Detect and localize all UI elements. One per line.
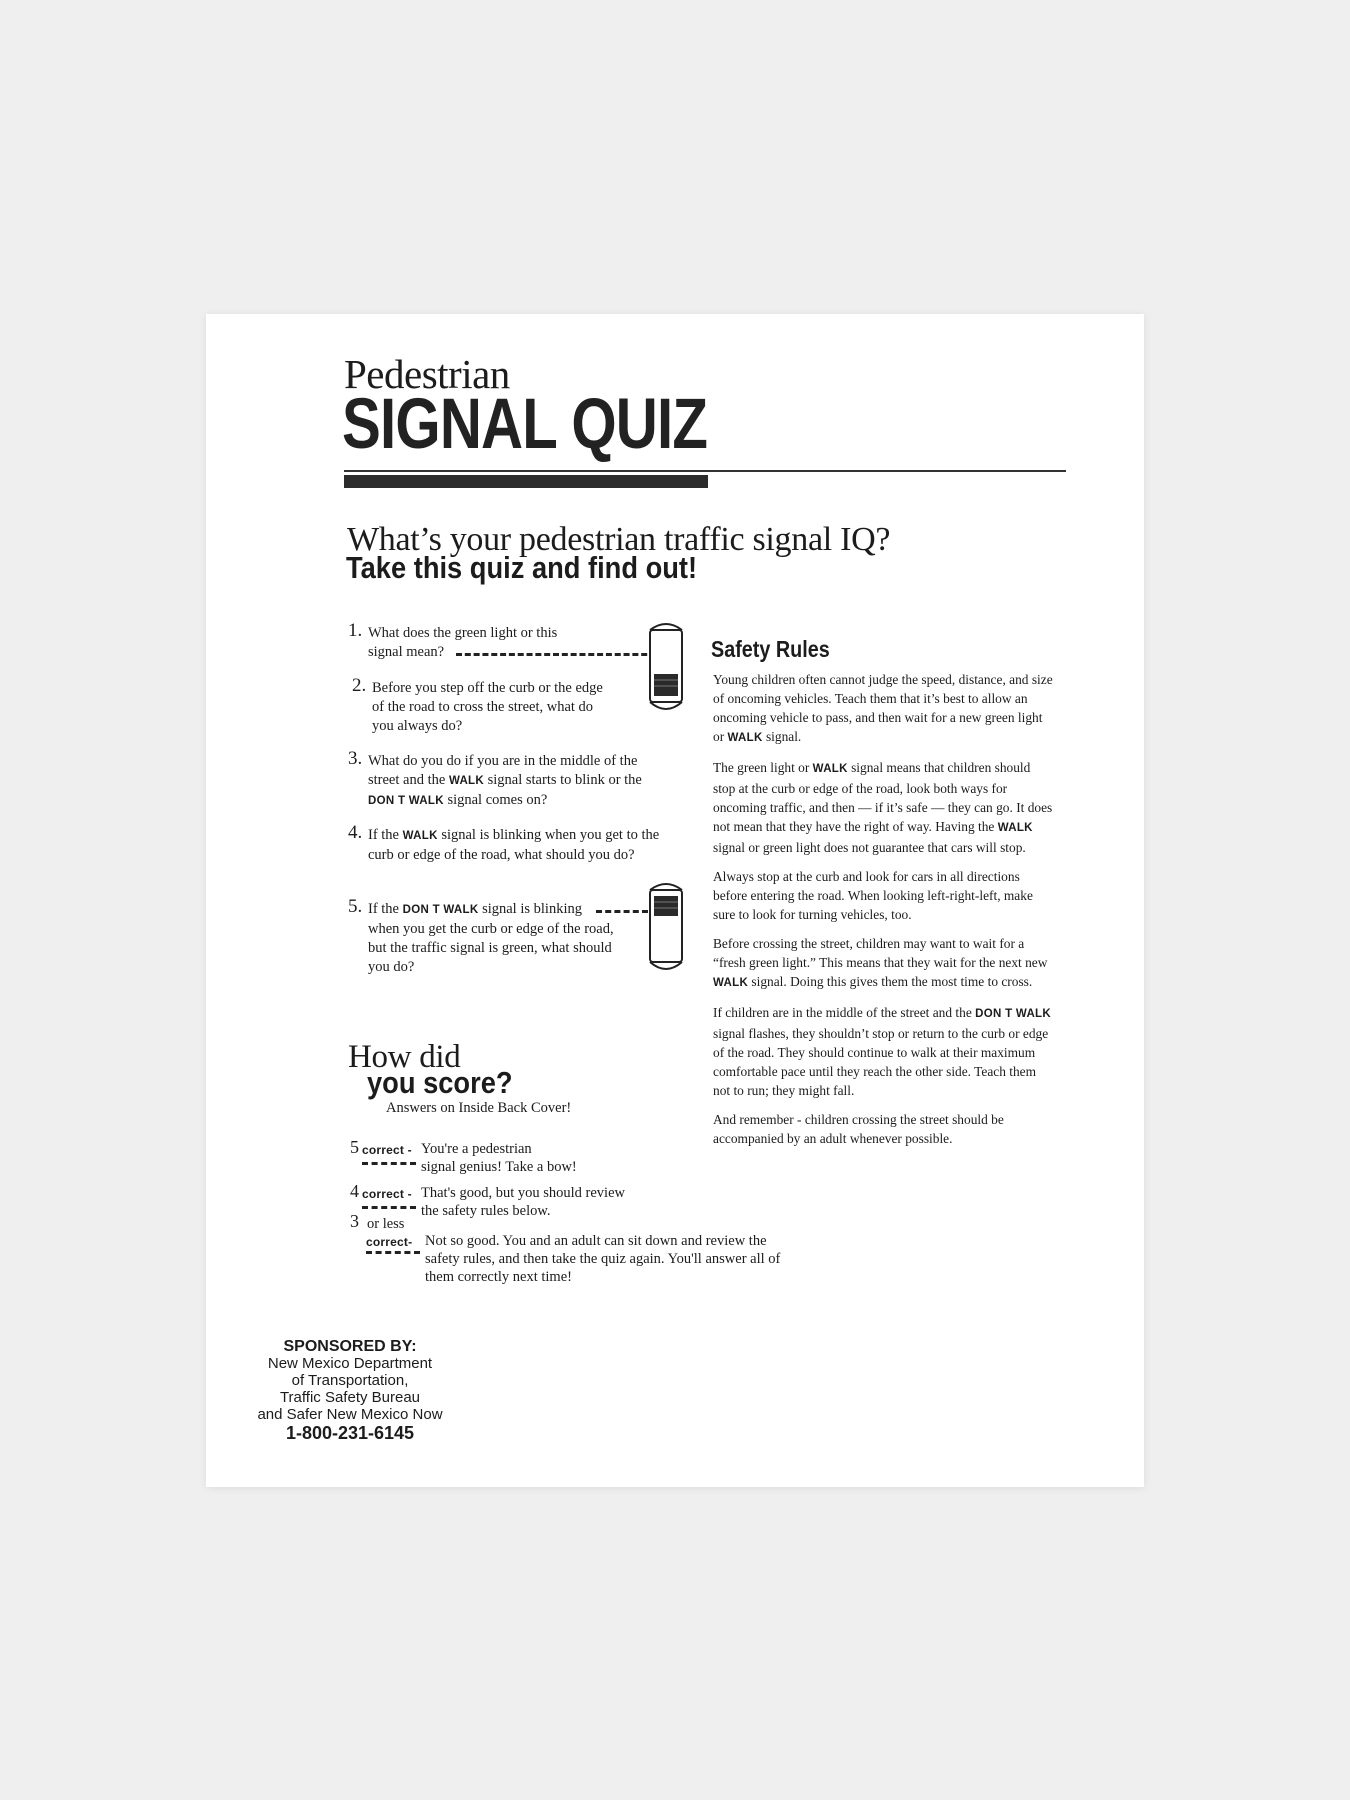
walk-label: WALK (997, 822, 1033, 834)
sponsor-block (253, 1338, 447, 1442)
sponsor-line-3: Traffic Safety Bureau (279, 1389, 421, 1406)
header-rule-thick (344, 475, 708, 488)
question-2-text: Before you step off the curb or the edge of the road to cross the street, what do you always do? (372, 680, 603, 734)
score-number: 3 (350, 1211, 359, 1231)
safety-rule-5-text-a: If children are in the middle of the street and the (713, 1005, 972, 1020)
sponsor-phone: 1-800-231-6145 (285, 1423, 415, 1443)
score-underline (362, 1162, 416, 1165)
score-desc-line2: signal genius! Take a bow! (421, 1159, 577, 1175)
quiz-page (206, 314, 1144, 1487)
score-desc-line2: the safety rules below. (421, 1203, 551, 1219)
safety-rules-body (713, 670, 1053, 1158)
safety-rule-4-text-a: Before crossing the street, children may want to wait for a “fresh green light.” This means that they wait for the next new (713, 936, 1048, 970)
dont-walk-signal-icon (644, 880, 688, 976)
safety-rule-4 (713, 934, 1053, 993)
score-underline (366, 1251, 420, 1254)
walk-label: WALK (812, 763, 848, 775)
question-5-number: 5. (348, 896, 363, 917)
safety-rules-heading: Safety Rules (711, 636, 830, 662)
safety-rule-3: Always stop at the curb and look for cars in all directions before entering the road. When looking left-right-left, make sure to look for turning vehicles, too. (713, 869, 1033, 922)
score-underline (362, 1206, 416, 1209)
safety-rule-2-text-a: The green light or (713, 760, 810, 775)
score-desc-line3: them correctly next time! (425, 1269, 572, 1285)
safety-rule-2 (713, 758, 1053, 857)
score-qualifier: or less (367, 1216, 405, 1232)
question-3 (348, 748, 668, 811)
score-correct-label: correct- (366, 1235, 413, 1249)
subtitle-question: What’s your pedestrian traffic signal IQ? (347, 521, 891, 558)
question-2-number: 2. (352, 675, 367, 696)
safety-rule-6: And remember - children crossing the street should be accompanied by an adult whenever possible. (713, 1112, 1004, 1146)
question-1-text: What does the green light or this signal mean? (368, 625, 558, 660)
question-2 (352, 675, 612, 736)
question-1 (348, 620, 578, 662)
score-row-5 (350, 1137, 750, 1180)
question-4-text-a: If the (368, 827, 399, 843)
question-5 (348, 896, 618, 977)
score-number: 4 (350, 1181, 359, 1201)
question-4 (348, 822, 668, 865)
sponsor-heading: SPONSORED BY: (283, 1338, 417, 1355)
safety-rule-2-text-c: signal or green light does not guarantee that cars will stop. (713, 840, 1026, 855)
header-rule-thin (344, 470, 1066, 472)
score-heading-line2: you score? (367, 1065, 513, 1100)
question-3-text-a: What do you do if you are in the middle of the street and the (368, 753, 638, 788)
question-5-body (368, 900, 618, 977)
question-5-text-c: when you get the curb or edge of the road, but the traffic signal is green, what should you do? (368, 921, 614, 975)
sponsor-line-4: and Safer New Mexico Now (257, 1406, 443, 1423)
question-3-number: 3. (348, 748, 363, 769)
score-desc-line1: You're a pedestrian (421, 1141, 532, 1157)
question-3-text-b: signal starts to blink or the (487, 772, 642, 788)
question-3-text-c: signal comes on? (447, 792, 548, 808)
walk-label: WALK (448, 775, 484, 787)
safety-rule-5-text-b: signal flashes, they shouldn’t stop or return to the curb or edge of the road. They should continue to walk at their maximum comfortable pace until they reach the other side. Teach them not to run; they might fall. (713, 1026, 1049, 1098)
question-1-number: 1. (348, 620, 363, 641)
walk-label: WALK (727, 732, 763, 744)
score-desc-line1: Not so good. You and an adult can sit down and review the (425, 1233, 767, 1249)
score-correct-label: correct - (362, 1143, 412, 1157)
safety-rule-2-text-b: signal means that children should stop at the curb or edge of the road, look both ways for oncoming traffic, and then — if it’s safe — they can go. It does not mean that they have the right of way. Having the (713, 760, 1053, 834)
subtitle-call-to-action: Take this quiz and find out! (346, 550, 698, 585)
score-desc-line1: That's good, but you should review (421, 1185, 625, 1201)
walk-signal-icon (644, 620, 688, 716)
sponsor-line-1: New Mexico Department (267, 1355, 433, 1372)
sponsor-line-2: of Transportation, (291, 1372, 409, 1389)
title-small: Pedestrian (344, 351, 510, 397)
question-4-number: 4. (348, 822, 363, 843)
dont-walk-label: DON T WALK (975, 1008, 1051, 1020)
score-correct-label: correct - (362, 1187, 412, 1201)
question-4-body (368, 826, 668, 865)
score-heading-line1: How did (348, 1039, 461, 1075)
question-4-text-b: signal is blinking when you get to the curb or edge of the road, what should you do? (368, 827, 660, 863)
score-number: 5 (350, 1137, 359, 1157)
safety-rule-4-text-b: signal. Doing this gives them the most time to cross. (751, 974, 1033, 989)
title-big: SIGNAL QUIZ (342, 385, 708, 464)
walk-label: WALK (713, 977, 749, 989)
question-5-text-b: signal is blinking (482, 901, 582, 917)
question-5-text-a: If the (368, 901, 399, 917)
score-desc-line2: safety rules, and then take the quiz again. You'll answer all of (425, 1251, 781, 1267)
question-1-pointer (456, 653, 656, 656)
safety-rule-1 (713, 670, 1053, 748)
question-5-pointer (596, 910, 648, 913)
walk-label: WALK (402, 830, 438, 842)
answers-note: Answers on Inside Back Cover! (386, 1100, 572, 1116)
dont-walk-label: DON T WALK (402, 904, 479, 916)
dont-walk-label: DON T WALK (368, 795, 444, 807)
safety-rule-1-text-b: signal. (765, 729, 802, 744)
safety-rule-5 (713, 1003, 1053, 1100)
safety-rule-1-text-a: Young children often cannot judge the speed, distance, and size of oncoming vehicles. Teach them that it’s best to allow an oncoming vehicle to pass, and then wait for a new green light or (713, 672, 1053, 744)
question-3-body (368, 752, 668, 811)
